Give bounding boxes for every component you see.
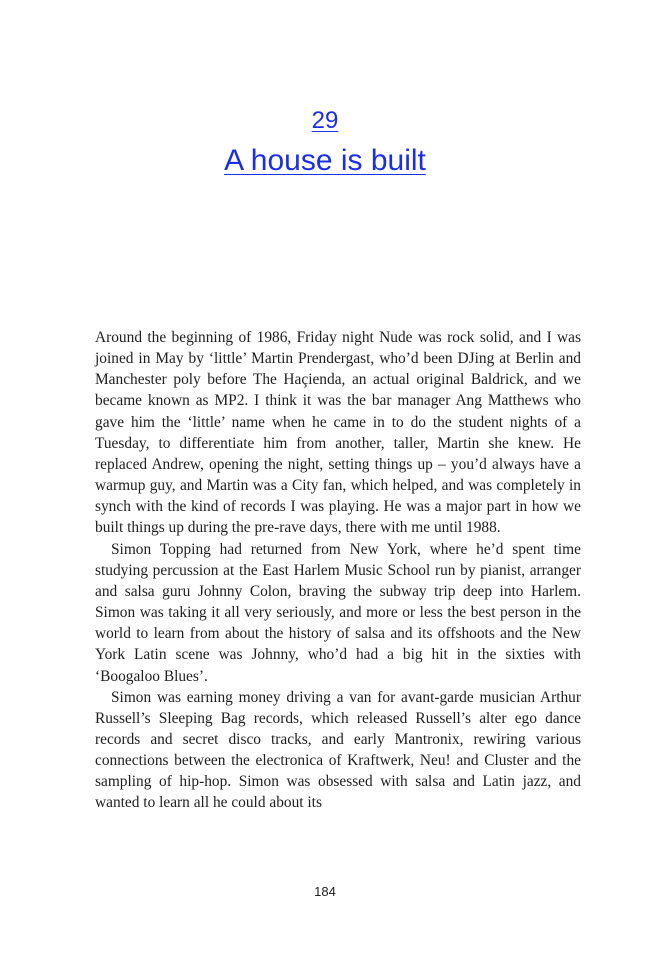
page-number: 184 <box>314 884 336 899</box>
paragraph-1: Around the beginning of 1986, Friday night Nude was rock solid, and I was joined in May by ‘little’ Martin Prendergast, who’d been DJing at Berlin and Manchester poly before The Haçienda, an actual original Baldrick, and we became known as MP2. I think it was the bar manager Ang Matthews who gave him the ‘little’ name when he came in to do the student nights of a Tuesday, to differentiate him from another, taller, Martin she knew. He replaced Andrew, opening the night, setting things up – you’d always have a warmup guy, and Martin was a City fan, which helped, and was completely in synch with the kind of records I was playing. He was a major part in how we built things up during the pre-rave days, there with me until 1988. <box>95 329 581 537</box>
chapter-title-row <box>0 142 650 180</box>
body-text <box>95 327 581 814</box>
chapter-heading <box>0 106 650 180</box>
paragraph-2: Simon Topping had returned from New York, where he’d spent time studying percussion at the East Harlem Music School run by pianist, arranger and salsa guru Johnny Colon, braving the subway trip deep into Harlem. Simon was taking it all very seriously, and more or less the best person in the world to learn from about the history of salsa and its offshoots and the New York Latin scene was Johnny, who’d had a big hit in the sixties with ‘Boogaloo Blues’. <box>95 540 581 685</box>
chapter-title[interactable]: A house is built <box>224 144 426 177</box>
chapter-number[interactable]: 29 <box>311 107 339 134</box>
paragraph-3: Simon was earning money driving a van for avant-garde musician Arthur Russell’s Sleeping Bag records, which released Russell’s alter ego dance records and secret disco tracks, and early Mantronix, rewiring various connections between the electronica of Kraftwerk, Neu! and Cluster and the sampling of hip-hop. Simon was obsessed with salsa and Latin jazz, and wanted to learn all he could about its <box>95 688 581 812</box>
